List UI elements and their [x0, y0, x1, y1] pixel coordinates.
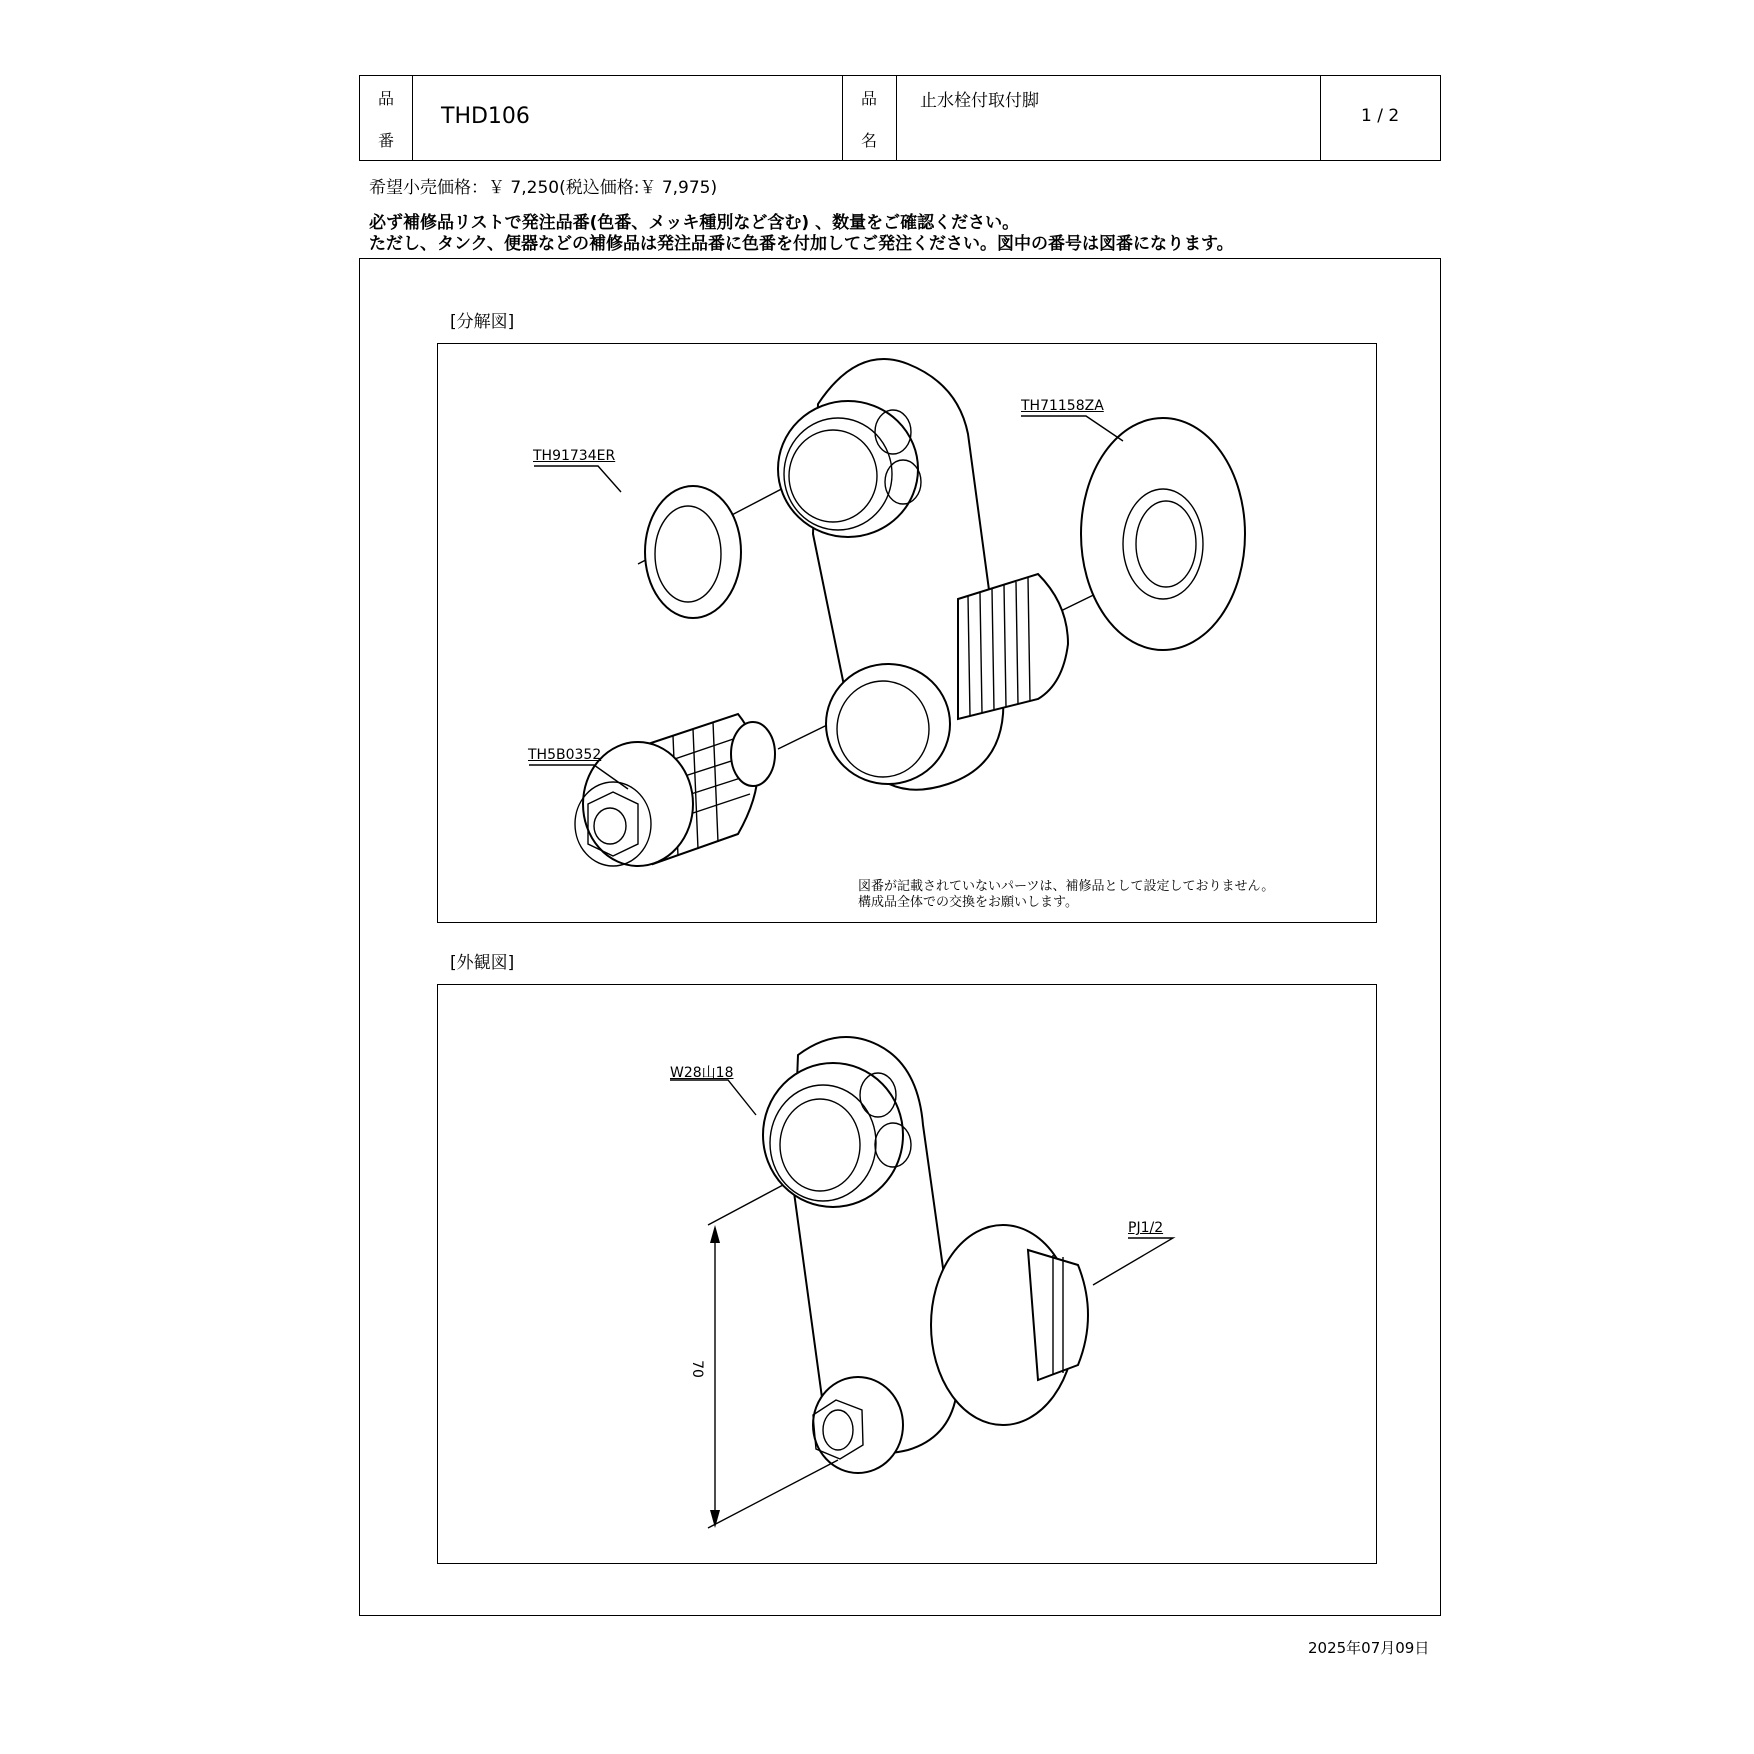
- part-label-TH91734ER: TH91734ER: [533, 448, 616, 464]
- exploded-view-title: [分解図]: [450, 312, 515, 332]
- pipe-spec-label: PJ1/2: [1128, 1220, 1164, 1236]
- part-name: 止水栓付取付脚: [920, 91, 1039, 111]
- divider: [896, 76, 897, 160]
- part-label-TH5B0352: TH5B0352: [528, 747, 602, 763]
- exploded-view-panel: [437, 343, 1377, 923]
- divider: [842, 76, 843, 160]
- page-number: 1 / 2: [1361, 106, 1400, 126]
- part-name-label: 名: [861, 131, 878, 150]
- external-view-drawing: [438, 985, 1378, 1565]
- thread-spec-label: W28山18: [670, 1065, 734, 1081]
- part-label-TH71158ZA: TH71158ZA: [1021, 398, 1104, 414]
- header-table: [359, 75, 1441, 161]
- dimension-label: 70: [688, 1360, 705, 1378]
- note-line: 図番が記載されていないパーツは、補修品として設定しておりません。: [858, 879, 1275, 894]
- part-number-label: 番: [378, 131, 395, 150]
- external-view-panel: [437, 984, 1377, 1564]
- issue-date: 2025年07月09日: [1308, 1639, 1430, 1657]
- part-name-label: 品: [861, 89, 878, 108]
- divider: [412, 76, 413, 160]
- notice-line: 必ず補修品リストで発注品番(色番、メッキ種別など含む) 、数量をご確認ください。: [369, 213, 1020, 233]
- price-line: 希望小売価格：￥ 7,250(税込価格:￥ 7,975): [369, 178, 718, 198]
- part-number-label: 品: [378, 89, 395, 108]
- part-number: THD106: [441, 104, 530, 129]
- exploded-view-drawing: [438, 344, 1378, 924]
- external-view-title: [外観図]: [450, 953, 515, 973]
- note-line: 構成品全体での交換をお願いします。: [858, 895, 1078, 910]
- divider: [1320, 76, 1321, 160]
- notice-line: ただし、タンク、便器などの補修品は発注品番に色番を付加してご発注ください。図中の番号は図番になります。: [369, 234, 1234, 254]
